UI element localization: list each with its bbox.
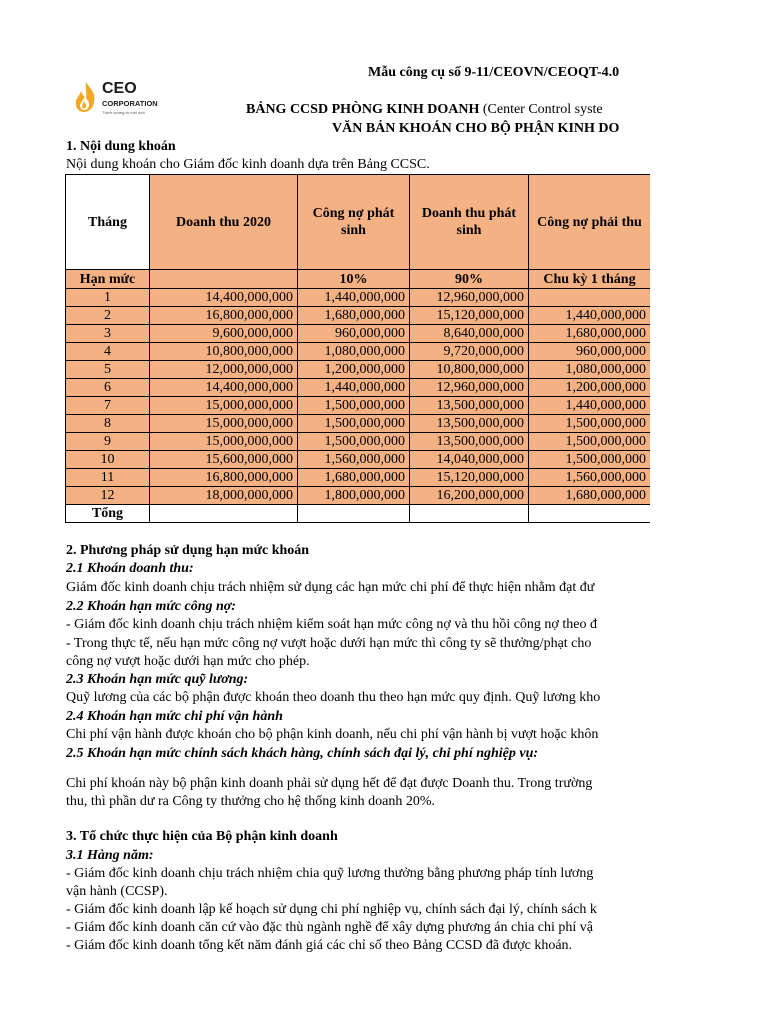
total-cell — [150, 505, 298, 523]
section-3-bullet: - Giám đốc kinh doanh tổng kết năm đánh giá các chỉ số theo Bảng CCSD đã được khoán. — [66, 938, 573, 953]
month-cell: 6 — [66, 379, 150, 397]
value-cell: 14,040,000,000 — [410, 451, 529, 469]
section-2-2-bullet: - Trong thực tế, nếu hạn mức công nợ vượt hoặc dưới hạn mức thì công ty sẽ thưởng/phạt cho — [66, 636, 592, 651]
value-cell: 1,680,000,000 — [529, 325, 651, 343]
value-cell: 14,400,000,000 — [150, 379, 298, 397]
value-cell: 13,500,000,000 — [410, 433, 529, 451]
value-cell: 15,000,000,000 — [150, 397, 298, 415]
limit-cell: Chu kỳ 1 tháng — [529, 270, 651, 289]
table-row — [66, 469, 651, 487]
value-cell: 15,120,000,000 — [410, 469, 529, 487]
section-3-bullet: - Giám đốc kinh doanh căn cứ vào đặc thù ngành nghề để xây dựng phương án chia chi phí vậ — [66, 920, 594, 935]
value-cell: 1,200,000,000 — [298, 361, 410, 379]
section-3-bullet: - Giám đốc kinh doanh lập kế hoạch sử dụng chi phí nghiệp vụ, chính sách đại lý, chính sách k — [66, 902, 597, 917]
month-cell: 12 — [66, 487, 150, 505]
section-3-1-title: 3.1 Hàng năm: — [66, 848, 154, 863]
limit-label: Hạn mức — [66, 270, 150, 289]
section-3-bullet: - Giám đốc kinh doanh chịu trách nhiệm chia quỹ lương thưởng bằng phương pháp tính lương — [66, 866, 594, 881]
limit-cell: 90% — [410, 270, 529, 289]
value-cell: 1,500,000,000 — [529, 433, 651, 451]
table-row — [66, 289, 651, 307]
document-subtitle: VĂN BẢN KHOÁN CHO BỘ PHẬN KINH DO — [332, 121, 620, 136]
value-cell: 1,440,000,000 — [298, 289, 410, 307]
value-cell: 10,800,000,000 — [150, 343, 298, 361]
table-row — [66, 325, 651, 343]
value-cell: 12,960,000,000 — [410, 379, 529, 397]
section-2-5-text: Chi phí khoán này bộ phận kinh doanh phải sử dụng hết để đạt được Doanh thu. Trong trường — [66, 776, 593, 791]
header-debt-arising: Công nợ phát sinh — [298, 175, 410, 270]
logo-slogan: Thịnh vượng từ mọi nhà — [102, 110, 145, 115]
value-cell: 960,000,000 — [529, 343, 651, 361]
value-cell: 1,560,000,000 — [529, 469, 651, 487]
month-cell: 1 — [66, 289, 150, 307]
section-1-heading: 1. Nội dung khoán — [66, 139, 176, 154]
table-header-row — [66, 175, 651, 270]
section-2-heading: 2. Phương pháp sử dụng hạn mức khoán — [66, 543, 310, 558]
value-cell: 15,600,000,000 — [150, 451, 298, 469]
section-1-text: Nội dung khoán cho Giám đốc kinh doanh dựa trên Bảng CCSC. — [66, 157, 430, 172]
value-cell: 1,440,000,000 — [529, 307, 651, 325]
header-revenue-arising: Doanh thu phát sinh — [410, 175, 529, 270]
total-cell — [529, 505, 651, 523]
value-cell: 13,500,000,000 — [410, 397, 529, 415]
value-cell: 12,960,000,000 — [410, 289, 529, 307]
month-cell: 3 — [66, 325, 150, 343]
month-cell: 2 — [66, 307, 150, 325]
value-cell: 15,000,000,000 — [150, 433, 298, 451]
section-2-4-title: 2.4 Khoán hạn mức chi phí vận hành — [66, 709, 283, 724]
table-row — [66, 487, 651, 505]
month-cell: 9 — [66, 433, 150, 451]
header-receivables: Công nợ phải thu — [529, 175, 651, 270]
value-cell: 1,500,000,000 — [529, 451, 651, 469]
total-cell — [410, 505, 529, 523]
section-2-1-title: 2.1 Khoán doanh thu: — [66, 561, 194, 576]
value-cell: 9,720,000,000 — [410, 343, 529, 361]
value-cell: 13,500,000,000 — [410, 415, 529, 433]
logo-sub-text: CORPORATION — [102, 99, 158, 108]
section-2-2-bullet: - Giám đốc kinh doanh chịu trách nhiệm kiểm soát hạn mức công nợ và thu hồi công nợ theo đ — [66, 617, 597, 632]
total-label: Tổng — [66, 505, 150, 523]
header-revenue-2020: Doanh thu 2020 — [150, 175, 298, 270]
section-2-3-text: Quỹ lương của các bộ phận được khoán theo doanh thu theo hạn mức quy định. Quỹ lương kho — [66, 690, 601, 705]
value-cell: 1,200,000,000 — [529, 379, 651, 397]
form-code: Mẫu công cụ số 9-11/CEOVN/CEOQT-4.0 — [368, 65, 620, 80]
value-cell: 1,440,000,000 — [529, 397, 651, 415]
value-cell: 1,500,000,000 — [298, 433, 410, 451]
value-cell: 1,560,000,000 — [298, 451, 410, 469]
value-cell: 1,680,000,000 — [529, 487, 651, 505]
month-cell: 8 — [66, 415, 150, 433]
value-cell: 1,680,000,000 — [298, 469, 410, 487]
table-row — [66, 379, 651, 397]
value-cell: 8,640,000,000 — [410, 325, 529, 343]
value-cell: 1,500,000,000 — [529, 415, 651, 433]
value-cell: 1,080,000,000 — [529, 361, 651, 379]
value-cell: 1,500,000,000 — [298, 397, 410, 415]
document-title — [246, 102, 603, 118]
section-2-3-title: 2.3 Khoán hạn mức quỹ lương: — [66, 672, 249, 687]
value-cell: 9,600,000,000 — [150, 325, 298, 343]
value-cell: 1,680,000,000 — [298, 307, 410, 325]
value-cell: 960,000,000 — [298, 325, 410, 343]
value-cell — [529, 289, 651, 307]
logo-brand-text: CEO — [102, 80, 137, 97]
section-2-2-title: 2.2 Khoán hạn mức công nợ: — [66, 599, 236, 614]
value-cell: 1,080,000,000 — [298, 343, 410, 361]
section-3-bullet-cont: vận hành (CCSP). — [66, 884, 168, 899]
table-row — [66, 361, 651, 379]
value-cell: 16,800,000,000 — [150, 469, 298, 487]
table-row — [66, 343, 651, 361]
section-2-4-text: Chi phí vận hành được khoán cho bộ phận kinh doanh, nếu chi phí vận hành bị vượt hoặc khôn — [66, 727, 599, 742]
section-3-heading: 3. Tổ chức thực hiện của Bộ phận kinh doanh — [66, 829, 338, 844]
value-cell: 16,200,000,000 — [410, 487, 529, 505]
table-row — [66, 397, 651, 415]
table-total-row — [66, 505, 651, 523]
section-2-1-text: Giám đốc kinh doanh chịu trách nhiệm sử dụng các hạn mức chi phí để thực hiện nhằm đạt đư — [66, 580, 595, 595]
month-cell: 11 — [66, 469, 150, 487]
value-cell: 1,440,000,000 — [298, 379, 410, 397]
table-row — [66, 451, 651, 469]
value-cell: 1,800,000,000 — [298, 487, 410, 505]
limit-cell — [150, 270, 298, 289]
value-cell: 18,000,000,000 — [150, 487, 298, 505]
value-cell: 16,800,000,000 — [150, 307, 298, 325]
value-cell: 15,120,000,000 — [410, 307, 529, 325]
table-row — [66, 415, 651, 433]
title-normal: (Center Control syste — [479, 102, 603, 117]
value-cell: 15,000,000,000 — [150, 415, 298, 433]
header-month: Tháng — [66, 175, 150, 270]
total-cell — [298, 505, 410, 523]
value-cell: 10,800,000,000 — [410, 361, 529, 379]
title-bold: BẢNG CCSD PHÒNG KINH DOANH — [246, 102, 480, 117]
month-cell: 5 — [66, 361, 150, 379]
quota-table — [65, 174, 650, 523]
table-row — [66, 433, 651, 451]
company-logo — [72, 74, 172, 124]
section-2-5-text-cont: thu, thì phần dư ra Công ty thưởng cho hệ thống kinh doanh 20%. — [66, 794, 436, 809]
table-row — [66, 307, 651, 325]
limit-cell: 10% — [298, 270, 410, 289]
table-limit-row — [66, 270, 651, 289]
month-cell: 4 — [66, 343, 150, 361]
month-cell: 7 — [66, 397, 150, 415]
month-cell: 10 — [66, 451, 150, 469]
value-cell: 14,400,000,000 — [150, 289, 298, 307]
value-cell: 12,000,000,000 — [150, 361, 298, 379]
section-2-2-bullet-cont: công nợ vượt hoặc dưới hạn mức cho phép. — [66, 654, 310, 669]
value-cell: 1,500,000,000 — [298, 415, 410, 433]
section-2-5-title: 2.5 Khoán hạn mức chính sách khách hàng, chính sách đại lý, chi phí nghiệp vụ: — [66, 746, 539, 761]
flame-icon — [72, 80, 100, 114]
